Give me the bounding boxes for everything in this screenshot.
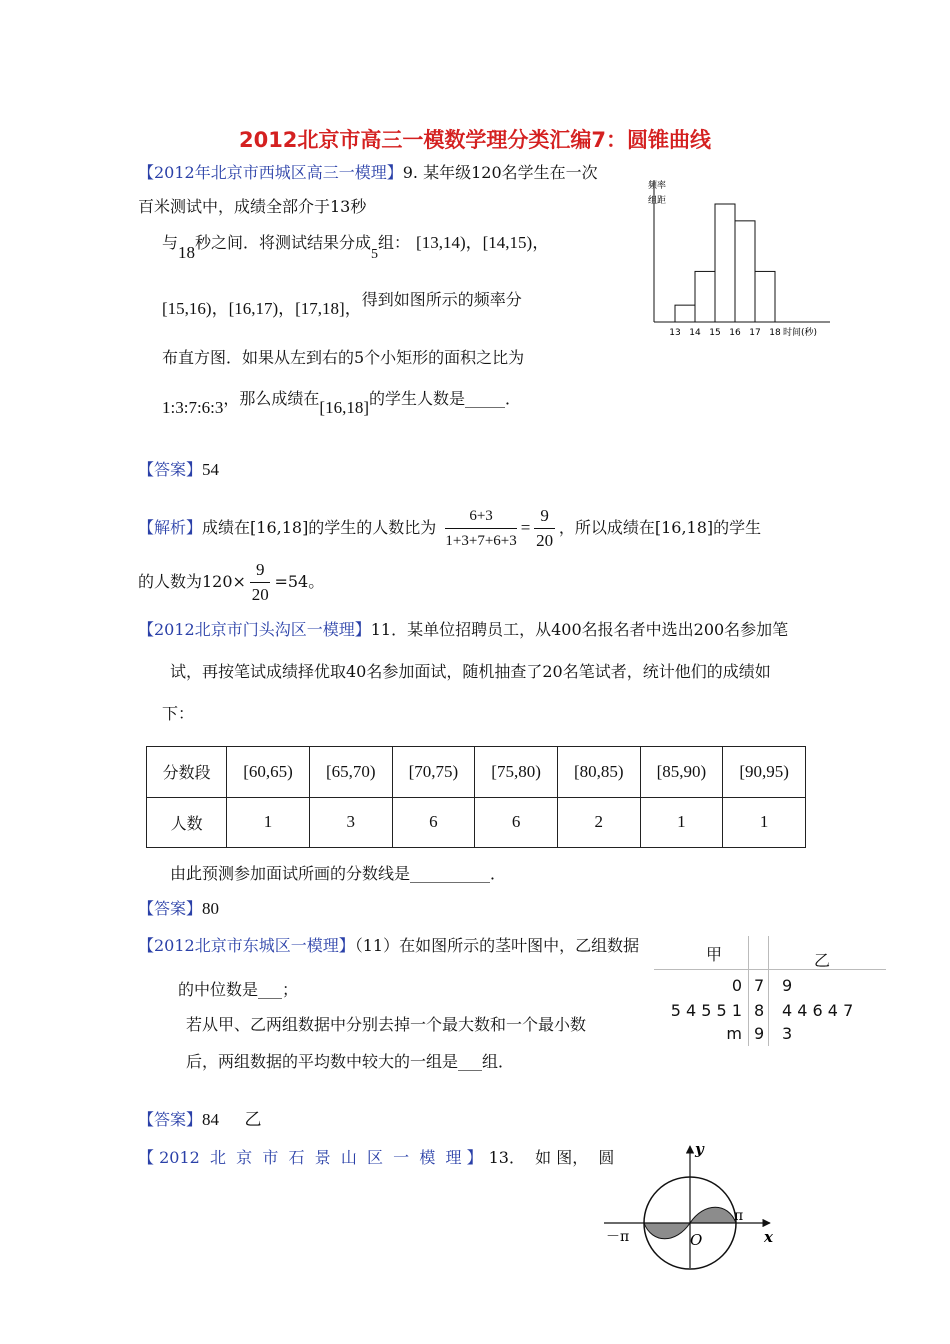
- q2-answer: 80: [202, 899, 220, 918]
- histogram-chart: [640, 176, 840, 341]
- table-cell: 2: [557, 797, 640, 848]
- q1-fraction-3: $\frac{9}{20}$: [251, 560, 269, 604]
- stem-divider-left: [748, 936, 749, 1046]
- q3-line-4: 后，两组数据的平均数中较大的一组是___组．: [186, 1052, 515, 1071]
- table-cell: 6: [475, 797, 558, 848]
- q1-line-4: [162, 290, 522, 319]
- q1-line-2: 百米测试中，成绩全部介于13秒: [138, 197, 367, 216]
- q1-line-6: [162, 389, 522, 418]
- histogram-bar: [695, 271, 715, 322]
- q1-source: 【2012年北京市西城区高三一模理】: [138, 163, 403, 182]
- q3-answer: 84 乙: [202, 1110, 262, 1129]
- table-cell: [65,70): [309, 747, 392, 798]
- table-cell: 6: [392, 797, 475, 848]
- table-cell: 1: [227, 797, 310, 848]
- q3-line-2: 的中位数是___；: [178, 980, 299, 999]
- q2-answer-label: 【答案】: [138, 899, 203, 918]
- histogram-ylabel-top: 频率: [648, 181, 667, 191]
- q1-equals: =: [520, 518, 531, 537]
- stem-leaf-stem: 8: [754, 1001, 765, 1020]
- table-cell: 人数: [147, 797, 227, 848]
- q1-text-3c: 秒之间．将测试结果分成: [195, 233, 372, 252]
- stem-leaf-right: 4 4 6 4 7: [782, 1001, 854, 1020]
- q4-line-1: [138, 1148, 614, 1168]
- q3-line-3: 若从甲、乙两组数据中分别去掉一个最大数和一个最小数: [186, 1015, 587, 1034]
- q2-line-4: 由此预测参加面试所画的分数线是__________．: [170, 864, 507, 883]
- histogram-bar: [715, 204, 735, 322]
- q1-text-6c: [16,18]: [319, 398, 369, 417]
- q4-source: 【 2012 北 京 市 石 景 山 区 一 模 理 】: [138, 1148, 483, 1167]
- table-cell: [75,80): [475, 747, 558, 798]
- q2-answer-line: [138, 899, 219, 919]
- shaded-region-right: [690, 1207, 736, 1223]
- histogram-xlabel: 时间(秒): [783, 328, 818, 338]
- histogram-ylabel-bottom: 组距: [648, 196, 667, 206]
- q1-text-6b: ，那么成绩在: [223, 389, 320, 408]
- histogram-tick-label: 14: [689, 328, 701, 338]
- q3-line-1: [138, 936, 639, 956]
- q1-line-5: 布直方图．如果从左到右的5个小矩形的面积之比为: [162, 348, 525, 367]
- q1-analysis-line-2: [138, 560, 324, 605]
- stem-leaf-right: 9: [782, 976, 793, 995]
- q3-answer-label: 【答案】: [138, 1110, 203, 1129]
- q2-line-2: 试，再按笔试成绩择优取40名参加面试，随机抽查了20名笔试者，统计他们的成绩如: [170, 662, 771, 681]
- q4-text-1: 13． 如 图， 圆: [488, 1148, 615, 1167]
- q3-source: 【2012北京市东城区一模理】: [138, 936, 355, 955]
- stem-leaf-stem: 9: [754, 1024, 765, 1043]
- histogram-bar: [755, 271, 775, 322]
- x-axis-label: x: [764, 1228, 773, 1246]
- histogram-tick-label: 13: [669, 328, 681, 338]
- histogram-tick-label: 18: [769, 328, 781, 338]
- origin-label: O: [690, 1231, 703, 1249]
- stem-header-rule: [654, 969, 886, 970]
- q1-fraction-1: $\frac{6+3}{1+3+7+6+3}$: [445, 508, 517, 549]
- neg-pi-label: －π: [606, 1229, 630, 1245]
- q2-text-1: 11．某单位招聘员工，从400名报名者中选出200名参加笔: [370, 620, 789, 639]
- histogram-bar: [675, 305, 695, 322]
- stem-leaf-head-right: 乙: [814, 951, 831, 970]
- stem-leaf-stem: 7: [754, 976, 765, 995]
- table-cell: [70,75): [392, 747, 475, 798]
- q1-text-3d: 5: [371, 247, 379, 262]
- q1-answer-line: [138, 460, 219, 480]
- stem-leaf-plot: [654, 936, 886, 1046]
- histogram-bar: [735, 221, 755, 322]
- histogram-tick-label: 16: [729, 328, 741, 338]
- stem-leaf-left: m: [726, 1024, 742, 1043]
- table-cell: 1: [723, 797, 806, 848]
- q2-line-3: 下：: [162, 704, 195, 723]
- histogram-tick-label: 15: [709, 328, 721, 338]
- q3-answer-line: [138, 1110, 262, 1130]
- table-cell: [85,90): [640, 747, 723, 798]
- q1-text-6a: 1:3:7:6:3: [162, 398, 224, 417]
- q1-text-3b: 18: [178, 243, 196, 262]
- q1-text-3a: 与: [162, 233, 179, 252]
- stem-leaf-head-left: 甲: [706, 945, 723, 964]
- table-cell: 1: [640, 797, 723, 848]
- q1-analysis-line: [138, 506, 761, 551]
- q1-fraction-2: $\frac{9}{20}$: [536, 506, 554, 550]
- shaded-region-left: [644, 1223, 690, 1239]
- q1-analysis-text-1: 成绩在[16,18]的学生的人数比为: [202, 518, 437, 537]
- table-cell: [60,65): [227, 747, 310, 798]
- page-title: 2012北京市高三一模数学理分类汇编7：圆锥曲线: [238, 128, 712, 152]
- q1-analysis-text-2: ，所以成绩在[16,18]的学生: [558, 518, 762, 537]
- score-table: [146, 746, 806, 848]
- q3-text-1: （11）在如图所示的茎叶图中，乙组数据: [354, 936, 640, 955]
- table-cell: 3: [309, 797, 392, 848]
- q1-line-1: [138, 163, 598, 183]
- q1-analysis-text-4: =54。: [274, 572, 325, 591]
- q1-text-3f: [13,14)，[14,15)，: [416, 233, 550, 252]
- q1-line-3: [162, 233, 550, 262]
- q2-source: 【2012北京市门头沟区一模理】: [138, 620, 371, 639]
- score-table-header-row: [147, 747, 806, 798]
- stem-leaf-right: 3: [782, 1024, 793, 1043]
- stem-leaf-left: 0: [731, 976, 742, 995]
- q1-analysis-label: 【解析】: [138, 518, 203, 537]
- stem-leaf-left: 5 4 5 5 1: [670, 1001, 742, 1020]
- table-cell: [80,85): [557, 747, 640, 798]
- q1-answer: 54: [202, 460, 220, 479]
- q1-analysis-text-3: 的人数为120×: [138, 572, 246, 591]
- y-axis-label: y: [695, 1140, 704, 1158]
- stem-divider-right: [768, 936, 769, 1046]
- q1-text-1: 9. 某年级120名学生在一次: [402, 163, 598, 182]
- histogram-tick-label: 17: [749, 328, 761, 338]
- q1-text-6d: 的学生人数是_____．: [369, 389, 522, 408]
- fill-spacer: [644, 1212, 690, 1223]
- score-table-count-row: [147, 797, 806, 848]
- q1-answer-label: 【答案】: [138, 460, 203, 479]
- pi-label: π: [734, 1208, 744, 1224]
- q1-text-4a: [15,16)，[16,17)，[17,18]，: [162, 299, 362, 318]
- table-cell: [90,95): [723, 747, 806, 798]
- circle-sine-figure: [604, 1140, 784, 1272]
- q2-line-1: [138, 620, 788, 640]
- q1-text-4b: 得到如图所示的频率分: [361, 290, 522, 309]
- q1-text-3e: 组：: [378, 233, 411, 252]
- table-cell: 分数段: [147, 747, 227, 798]
